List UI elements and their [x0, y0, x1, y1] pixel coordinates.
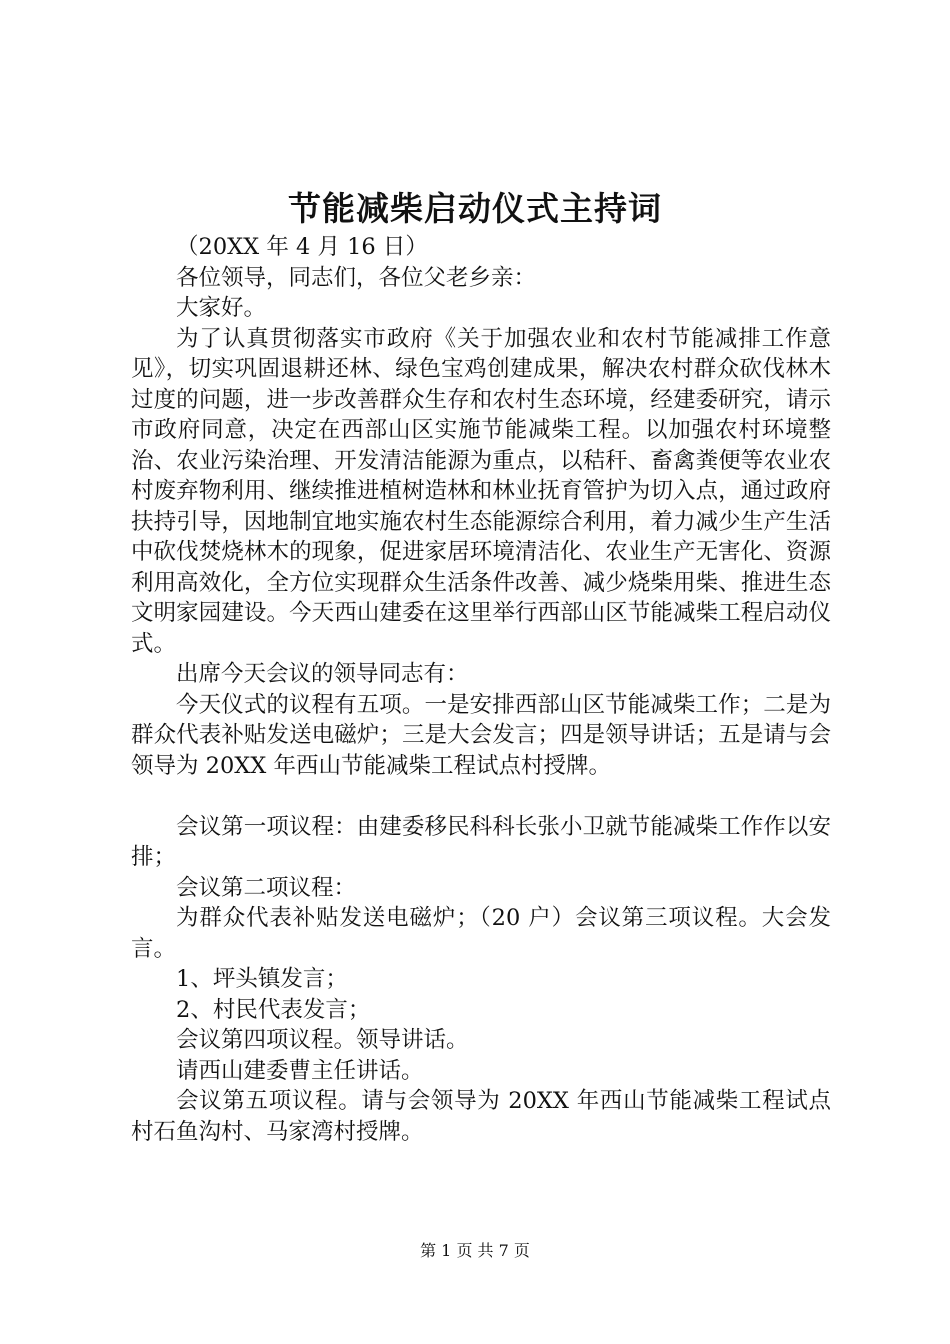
date-line: （20XX 年 4 月 16 日）: [176, 234, 428, 260]
agenda-overview-paragraph: 今天仪式的议程有五项。一是安排西部山区节能减柴工作；二是为群众代表补贴发送电磁炉；三是大会发言；四是领导讲话；五是请与会领导为 20XX 年西山节能减柴工程试点村授牌。: [131, 691, 831, 779]
purpose-paragraph: 为了认真贯彻落实市政府《关于加强农业和农村节能减排工作意见》，切实巩固退耕还林、绿色宝鸡创建成果，解决农村群众砍伐林木过度的问题，进一步改善群众生存和农村生态环境，经建委研究，请示市政府同意，决定在西部山区实施节能减柴工程。以加强农村环境整治、农业污染治理、开发清洁能源为重点，以秸秆、畜禽粪便等农业农村废弃物利用、继续推进植树造林和林业抚育管护为切入点，通过政府扶持引导，因地制宜地实施农村生态能源综合利用，着力减少生产生活中砍伐焚烧林木的现象，促进家居环境清洁化、农业生产无害化、资源利用高效化，全方位实现群众生活条件改善、减少烧柴用柴、推进生态文明家园建设。今天西山建委在这里举行西部山区节能减柴工程启动仪式。: [131, 325, 831, 657]
speech-2-paragraph: 2、村民代表发言；: [176, 996, 371, 1023]
document-body: [131, 232, 831, 1147]
agenda-item-2-heading: 会议第二项议程：: [176, 874, 357, 901]
agenda-item-2-paragraph: 为群众代表补贴发送电磁炉；（20 户）会议第三项议程。大会发言。: [131, 905, 831, 962]
agenda-item-4-paragraph: 会议第四项议程。领导讲话。: [176, 1027, 469, 1053]
page-number-footer: 第 1 页 共 7 页: [420, 1241, 530, 1260]
document-title: 节能减柴启动仪式主持词: [288, 189, 662, 228]
attendees-paragraph: 出席今天会议的领导同志有：: [176, 661, 469, 687]
leader-speech-paragraph: 请西山建委曹主任讲话。: [176, 1057, 424, 1084]
agenda-item-1-paragraph: 会议第一项议程：由建委移民科科长张小卫就节能减柴工作作以安排；: [131, 813, 831, 870]
greeting-paragraph: 大家好。: [176, 295, 267, 321]
salutation-paragraph: 各位领导，同志们，各位父老乡亲：: [176, 264, 537, 291]
speech-1-paragraph: 1、坪头镇发言；: [176, 966, 348, 992]
agenda-item-5-paragraph: 会议第五项议程。请与会领导为 20XX 年西山节能减柴工程试点村石鱼沟村、马家湾村授牌。: [131, 1088, 831, 1145]
